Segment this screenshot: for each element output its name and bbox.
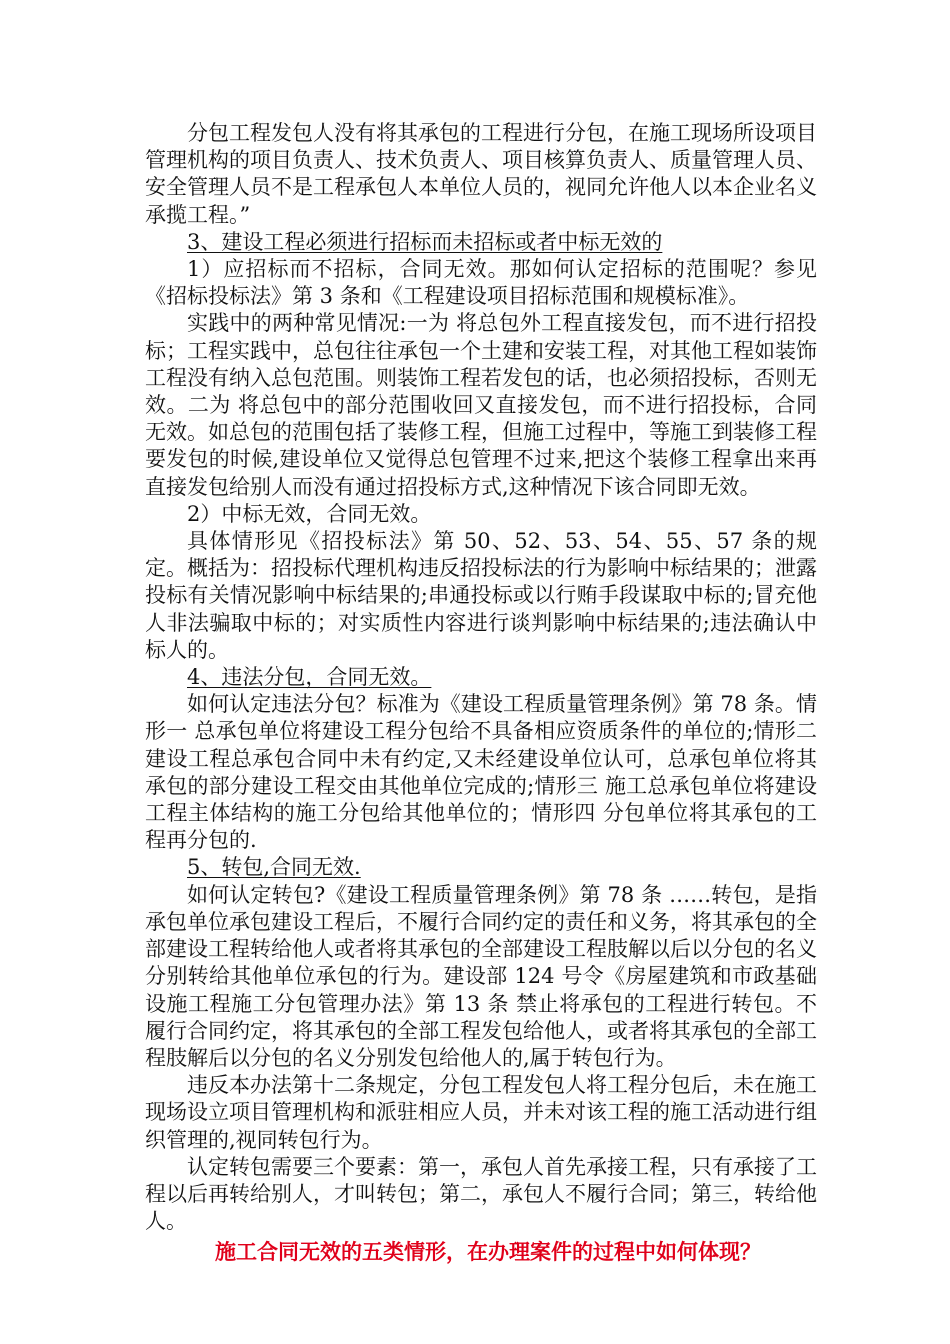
paragraph-transfer-violation: 违反本办法第十二条规定，分包工程发包人将工程分包后，未在施工现场设立项目管理机构和派驻相应人员，并未对该工程的施工活动进行组织管理的,视同转包行为。 bbox=[145, 1073, 817, 1152]
paragraph-transfer-definition: 如何认定转包?《建设工程质量管理条例》第 78 条 ……转包，是指承包单位承包建设工程后，不履行合同约定的责任和义务，将其承包的全部建设工程转给他人或者将其承包的全部建设工程肢解以后以分包的名义分别转给其他单位承包的行为。建设部 124 号令《房屋建筑和市政基础设施工程施工分包管理办法》第 13 条 禁止将承包的工程进行转包。不履行合同约定，将其承包的全部工程发包给他人，或者将其承包的全部工程肢解后以分包的名义分别发包给他人的,属于转包行为。 bbox=[145, 882, 817, 1070]
highlight-question-heading: 施工合同无效的五类情形，在办理案件的过程中如何体现？ bbox=[215, 1239, 761, 1265]
paragraph-winning-bid-invalid: 2）中标无效，合同无效。 bbox=[187, 501, 432, 526]
document-page bbox=[145, 120, 817, 1267]
paragraph-two-common-cases: 实践中的两种常见情况:一为 将总包外工程直接发包，而不进行招投标；工程实践中，总包往往承包一个土建和安装工程，对其他工程如装饰工程没有纳入总包范围。则装饰工程若发包的话，也必须招投标，否则无效。二为 将总包中的部分范围收回又直接发包，而不进行招投标，合同无效。如总包的范围包括了装修工程，但施工过程中，等施工到装修工程要发包的时候,建设单位又觉得总包管理不过来,把这个装修工程拿出来再直接发包给别人而没有通过招投标方式,这种情况下该合同即无效。 bbox=[145, 311, 817, 499]
paragraph-illegal-subcontract-criteria: 如何认定违法分包？标准为《建设工程质量管理条例》第 78 条。情形一 总承包单位将建设工程分包给不具备相应资质条件的单位的;情形二 建设工程总承包合同中未有约定,又未经建设单位认可，总承包单位将其承包的部分建设工程交由其他单位完成的;情形三 施工总承包单位将建设工程主体结构的施工分包给其他单位的；情形四 分包单位将其承包的工程再分包的. bbox=[145, 692, 817, 853]
paragraph-subcontract-same-enterprise: 分包工程发包人没有将其承包的工程进行分包，在施工现场所设项目管理机构的项目负责人、技术负责人、项目核算负责人、质量管理人员、安全管理人员不是工程承包人本单位人员的，视同允许他人以本企业名义承揽工程。” bbox=[145, 121, 817, 227]
paragraph-transfer-three-elements: 认定转包需要三个要素：第一，承包人首先承接工程，只有承接了工程以后再转给别人，才叫转包；第二，承包人不履行合同；第三，转给他人。 bbox=[145, 1154, 817, 1234]
paragraph-should-bid-not-bid: 1）应招标而不招标，合同无效。那如何认定招标的范围呢？参见《招标投标法》第 3 条和《工程建设项目招标范围和规模标准》。 bbox=[145, 257, 817, 309]
heading-transfer-contract-text: 5、转包,合同无效. bbox=[187, 855, 361, 880]
heading-transfer-contract bbox=[145, 854, 817, 881]
heading-illegal-subcontract bbox=[145, 664, 817, 691]
heading-bidding-invalid-text: 3、建设工程必须进行招标而未招标或者中标无效的 bbox=[187, 229, 663, 254]
paragraph-specific-situations: 具体情形见《招投标法》第 50、52、53、54、55、57 条的规定。概括为：招投标代理机构违反招投标法的行为影响中标结果的；泄露投标有关情况影响中标结果的;串通投标或以行贿手段谋取中标的;冒充他人非法骗取中标的；对实质性内容进行谈判影响中标结果的;违法确认中标人的。 bbox=[145, 529, 817, 662]
heading-illegal-subcontract-text: 4、违法分包，合同无效。 bbox=[187, 665, 432, 690]
heading-bidding-invalid bbox=[145, 229, 817, 256]
